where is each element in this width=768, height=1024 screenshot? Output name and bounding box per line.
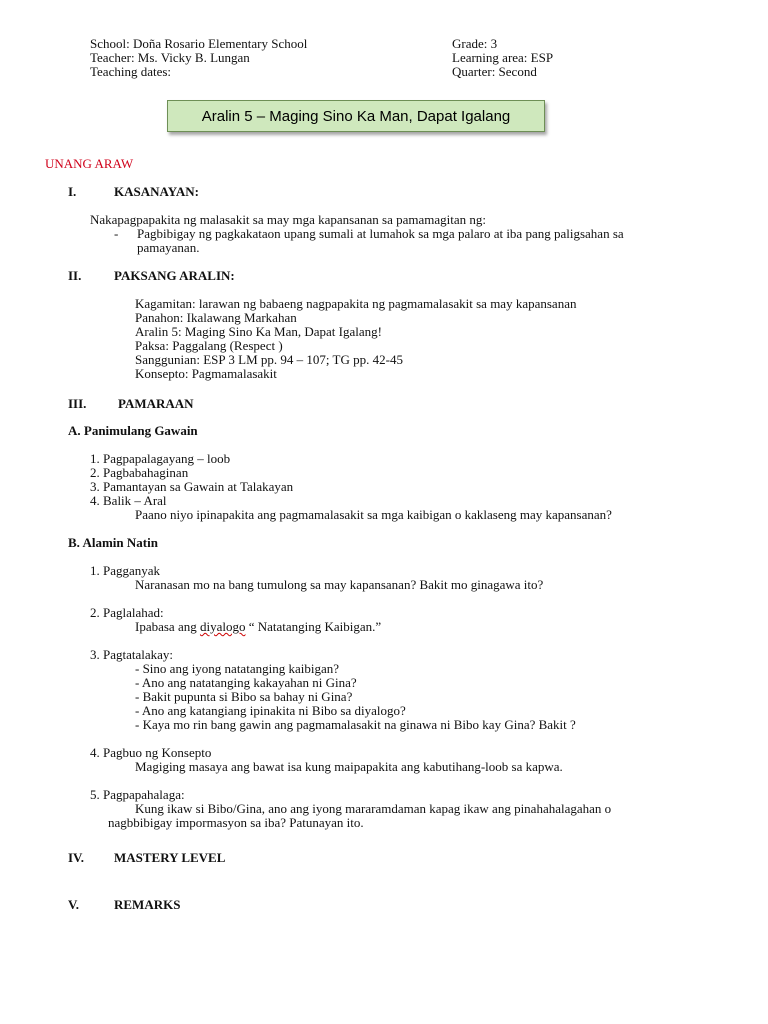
pagbuo-label: 4. Pagbuo ng Konsepto bbox=[90, 745, 212, 760]
pagtatalakay-q1: - Sino ang iyong natatanging kaibigan? bbox=[135, 661, 339, 676]
lesson-title-text: Aralin 5 – Maging Sino Ka Man, Dapat Igalang bbox=[201, 107, 511, 125]
pagpapahalaga-line-2: nagbbibigay impormasyon sa iba? Patunayan ito. bbox=[108, 815, 364, 830]
section-5-heading: REMARKS bbox=[114, 897, 181, 912]
balik-aral-question: Paano niyo ipinapakita ang pagmamalasakit sa mga kaibigan o kaklaseng may kapansanan? bbox=[135, 507, 612, 522]
subsection-a-heading: A. Panimulang Gawain bbox=[68, 423, 198, 438]
pagtatalakay-q3: - Bakit pupunta si Bibo sa bahay ni Gina? bbox=[135, 689, 353, 704]
pagbuo-text: Magiging masaya ang bawat isa kung maipapakita ang kabutihang-loob sa kapwa. bbox=[135, 759, 563, 774]
section-1-bullet-line-2: pamayanan. bbox=[137, 240, 200, 255]
section-1-number: I. bbox=[68, 184, 77, 199]
pagtatalakay-q4: - Ano ang katangiang ipinakita ni Bibo sa diyalogo? bbox=[135, 703, 406, 718]
kagamitan-line: Kagamitan: larawan ng babaeng nagpapakita ng pagmamalasakit sa may kapansanan bbox=[135, 296, 577, 311]
dates-line: Teaching dates: bbox=[90, 64, 172, 79]
section-4-heading: MASTERY LEVEL bbox=[114, 850, 226, 865]
a-item-2: 2. Pagbabahaginan bbox=[90, 465, 189, 480]
pagpapahalaga-label: 5. Pagpapahalaga: bbox=[90, 787, 185, 802]
konsepto-line: Konsepto: Pagmamalasakit bbox=[135, 366, 277, 381]
paksa-line: Paksa: Paggalang (Respect ) bbox=[135, 338, 283, 353]
pagganyak-label: 1. Pagganyak bbox=[90, 563, 161, 578]
subsection-b-heading: B. Alamin Natin bbox=[68, 535, 158, 550]
sanggunian-line: Sanggunian: ESP 3 LM pp. 94 – 107; TG pp. 42-45 bbox=[135, 352, 403, 367]
pagganyak-question: Naranasan mo na bang tumulong sa may kapansanan? Bakit mo ginagawa ito? bbox=[135, 577, 544, 592]
section-5-number: V. bbox=[68, 897, 79, 912]
section-2-heading: PAKSANG ARALIN: bbox=[114, 268, 235, 283]
pagtatalakay-q5: - Kaya mo rin bang gawin ang pagmamalasakit na ginawa ni Bibo kay Gina? Bakit ? bbox=[135, 717, 576, 732]
school-line: School: Doña Rosario Elementary School bbox=[90, 36, 308, 51]
lesson-title bbox=[167, 100, 545, 132]
panahon-line: Panahon: Ikalawang Markahan bbox=[135, 310, 297, 325]
section-2-number: II. bbox=[68, 268, 82, 283]
paglalahad-post: “ Natatanging Kaibigan.” bbox=[245, 619, 382, 634]
a-item-4: 4. Balik – Aral bbox=[90, 493, 167, 508]
section-1-intro: Nakapagpapakita ng malasakit sa may mga kapansanan sa pamamagitan ng: bbox=[90, 212, 486, 227]
bullet-dash: - bbox=[114, 226, 119, 241]
section-3-number: III. bbox=[68, 396, 87, 411]
paglalahad-label: 2. Paglalahad: bbox=[90, 605, 164, 620]
teacher-line: Teacher: Ms. Vicky B. Lungan bbox=[90, 50, 250, 65]
section-1-heading: KASANAYAN: bbox=[114, 184, 200, 199]
pagtatalakay-label: 3. Pagtatalakay: bbox=[90, 647, 174, 662]
section-3-heading: PAMARAAN bbox=[118, 396, 194, 411]
grade-line: Grade: 3 bbox=[452, 36, 498, 51]
day-label: UNANG ARAW bbox=[45, 156, 134, 171]
paglalahad-text bbox=[135, 619, 381, 634]
paglalahad-word: diyalogo bbox=[199, 619, 246, 634]
paglalahad-pre: Ipabasa ang bbox=[135, 619, 200, 634]
pagpapahalaga-line-1: Kung ikaw si Bibo/Gina, ano ang iyong mararamdaman kapag ikaw ang pinahahalagahan o bbox=[135, 801, 612, 816]
a-item-3: 3. Pamantayan sa Gawain at Talakayan bbox=[90, 479, 294, 494]
pagtatalakay-q2: - Ano ang natatanging kakayahan ni Gina? bbox=[135, 675, 357, 690]
section-1-bullet-line-1: Pagbibigay ng pagkakataon upang sumali at lumahok sa mga palaro at iba pang paligsahan sa bbox=[137, 226, 624, 241]
aralin-line: Aralin 5: Maging Sino Ka Man, Dapat Igalang! bbox=[135, 324, 382, 339]
section-4-number: IV. bbox=[68, 850, 85, 865]
area-line: Learning area: ESP bbox=[452, 50, 554, 65]
a-item-1: 1. Pagpapalagayang – loob bbox=[90, 451, 231, 466]
quarter-line: Quarter: Second bbox=[452, 64, 537, 79]
